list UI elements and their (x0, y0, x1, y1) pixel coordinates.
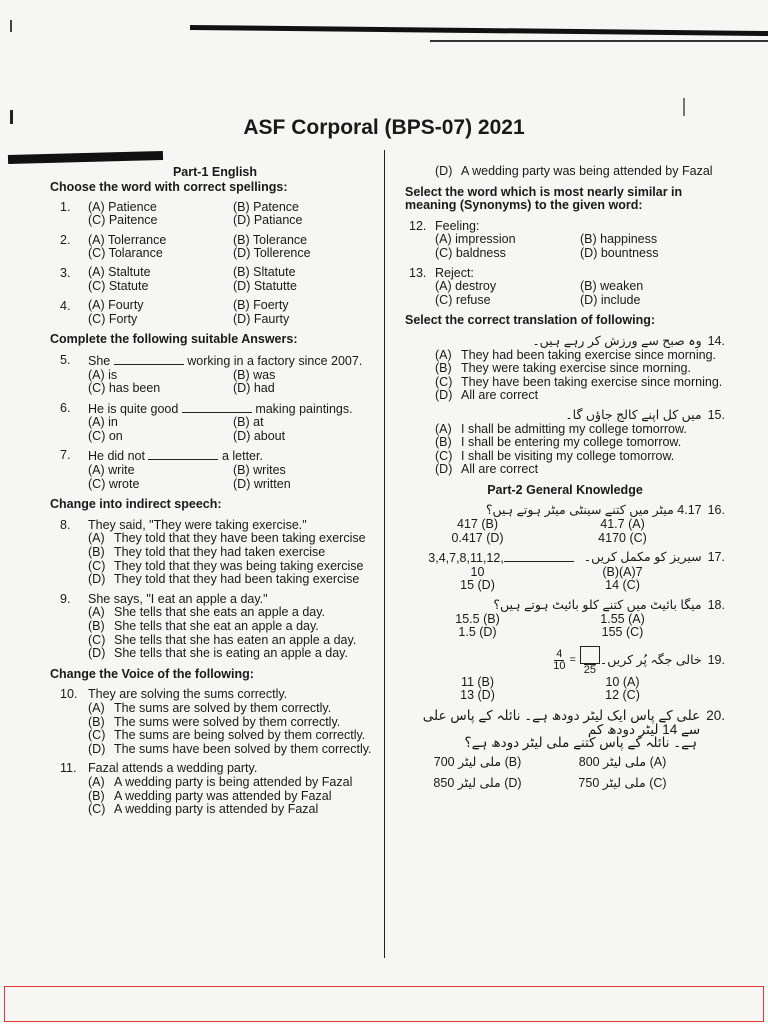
options: (A) Tolerrance (B) Tolerance (C) Tolarance (D) Tollerence (88, 232, 311, 261)
options: (A) They told that they have been taking exercise (B) They told that they had taken exercise (C) They told that they was being taking exercise (D) They told that they had been taking exercise (88, 531, 366, 587)
options: 1.55 (A) 15.5 (B) 155 (C) 1.5 (D) (455, 611, 645, 640)
question-18: .18 میگا بائیٹ میں کتنے کلو بائیٹ ہوتے ہیں؟ (493, 598, 725, 613)
options: (A) Fourty (B) Foerty (C) Forty (D) Faurty (88, 298, 290, 326)
question-7: 7. He did not a letter. (60, 448, 263, 464)
question-10: 10. They are solving the sums correctly. (60, 687, 288, 702)
section-heading: Select the word which is most nearly similar in meaning (Synonyms) to the given word: (405, 184, 683, 213)
blank-box (580, 646, 600, 664)
question-14: .14 وہ صبح سے ورزش کر رہے ہیں۔ (532, 333, 725, 348)
question-19: .19 خالی جگہ پُر کریں۔ $\frac{4}{10}$ = 25 (405, 646, 725, 676)
options: (A) She tells that she eats an apple a day. (B) She tells that she eat an apple a day. (C) She tells that she has eaten an apple a day. (D) She tells that she is eating an apple a day. (88, 605, 357, 661)
section-heading: Change into indirect speech: (50, 497, 222, 512)
options: (A) write (B) writes (C) wrote (D) written (88, 463, 291, 491)
options: (A) destroy (B) weaken (C) refuse (D) include (435, 279, 644, 307)
options: 10 (A) 11 (B) 12 (C) 13 (D) (460, 674, 640, 703)
scan-mark (683, 98, 685, 116)
section-heading: Part-2 General Knowledge (487, 482, 643, 497)
page-title: ASF Corporal (BPS-07) 2021 (243, 116, 525, 139)
question-8: 8. They said, "They were taking exercise." (60, 517, 307, 532)
options: 800 ملی لیٹر (A) 700 ملی لیٹر (B) 750 ملی لیٹر (C) 850 ملی لیٹر (D) (433, 754, 667, 791)
footer-frame (4, 986, 764, 1022)
question-11: 11. Fazal attends a wedding party. (60, 761, 258, 776)
question-3: 3. (60, 265, 71, 280)
question-20: .20 علی کے پاس ایک لیٹر دودھ ہے۔ نائلہ کے پاس علی سے 14 لیٹر دودھ کم (422, 708, 725, 737)
question-15: .15 میں کل اپنے کالج جاؤں گا۔ (565, 407, 725, 422)
options: (A) impression (B) happiness (C) baldness (D) bountness (435, 232, 659, 260)
right-column (405, 165, 725, 791)
options: (A) Staltute (B) Sltatute (C) Statute (D) Statutte (88, 265, 297, 293)
question-17: .17 سیریز کو مکمل کریں۔ 3,4,7,8,11,12, (428, 550, 725, 566)
scan-mark (10, 20, 12, 32)
options: 41.7 (A) 417 (B) 4170 (C) 0.417 (D) (451, 517, 647, 545)
column-divider (384, 150, 385, 958)
top-rule (190, 25, 768, 36)
options: (A) Patience (B) Patence (C) Paitence (D) Patiance (88, 199, 303, 228)
question-12: 12. Feeling: (409, 218, 480, 233)
top-rule-secondary (430, 40, 768, 42)
question-1: 1. (60, 200, 71, 215)
question-6: 6. He is quite good making paintings. (60, 400, 353, 416)
section-heading: Complete the following suitable Answers: (50, 332, 298, 347)
section-heading: Choose the word with correct spellings: (50, 179, 288, 194)
section-heading: Change the Voice of the following: (50, 666, 254, 681)
redaction-bar (8, 151, 163, 164)
question-2: 2. (60, 232, 71, 247)
question-13: 13. Reject: (409, 265, 474, 280)
fraction-equation: $\frac{4}{10}$ = 25 (553, 646, 600, 676)
question-9: 9. She says, "I eat an apple a day." (60, 591, 268, 606)
options: (A) I shall be admitting my college tomorrow. (B) I shall be entering my college tomorrow. (C) I shall be visiting my college tomorrow. (D) All are correct (435, 421, 687, 477)
options: (A) is (B) was (C) has been (D) had (88, 367, 276, 396)
options: (A) A wedding party is being attended by Fazal (B) A wedding party was attended by Fazal (C) A wedding party is attended by Fazal (88, 774, 353, 817)
options: (A) The sums are solved by them correctly. (B) The sums were solved by them correctly. (C) The sums are being solved by them correctly. (D) The sums have been solved by them correctly. (88, 700, 372, 756)
question-16: .16 4.17 میٹر میں کتنے سینٹی میٹر ہوتے ہیں؟ (485, 503, 725, 518)
question-5: 5. She working in a factory since 2007. (60, 352, 363, 368)
question-20-line2: ہے۔ نائلہ کے پاس کتنے ملی لیٹر دودھ ہے؟ (464, 735, 697, 751)
options: (B)(A)7 10 14 (C) 15 (D) (460, 564, 643, 593)
section-heading: Select the correct translation of following: (405, 313, 656, 328)
options: (A) They had been taking exercise since morning. (B) They were taking exercise since morning. (C) They have been taking exercise since morning. (D) All are correct (435, 347, 723, 403)
section-heading: Part-1 English (172, 165, 258, 179)
left-column (50, 165, 380, 817)
options: (D) A wedding party was being attended by Fazal (435, 164, 713, 178)
question-4: 4. (60, 298, 71, 313)
options: (A) in (B) at (C) on (D) about (88, 415, 286, 443)
